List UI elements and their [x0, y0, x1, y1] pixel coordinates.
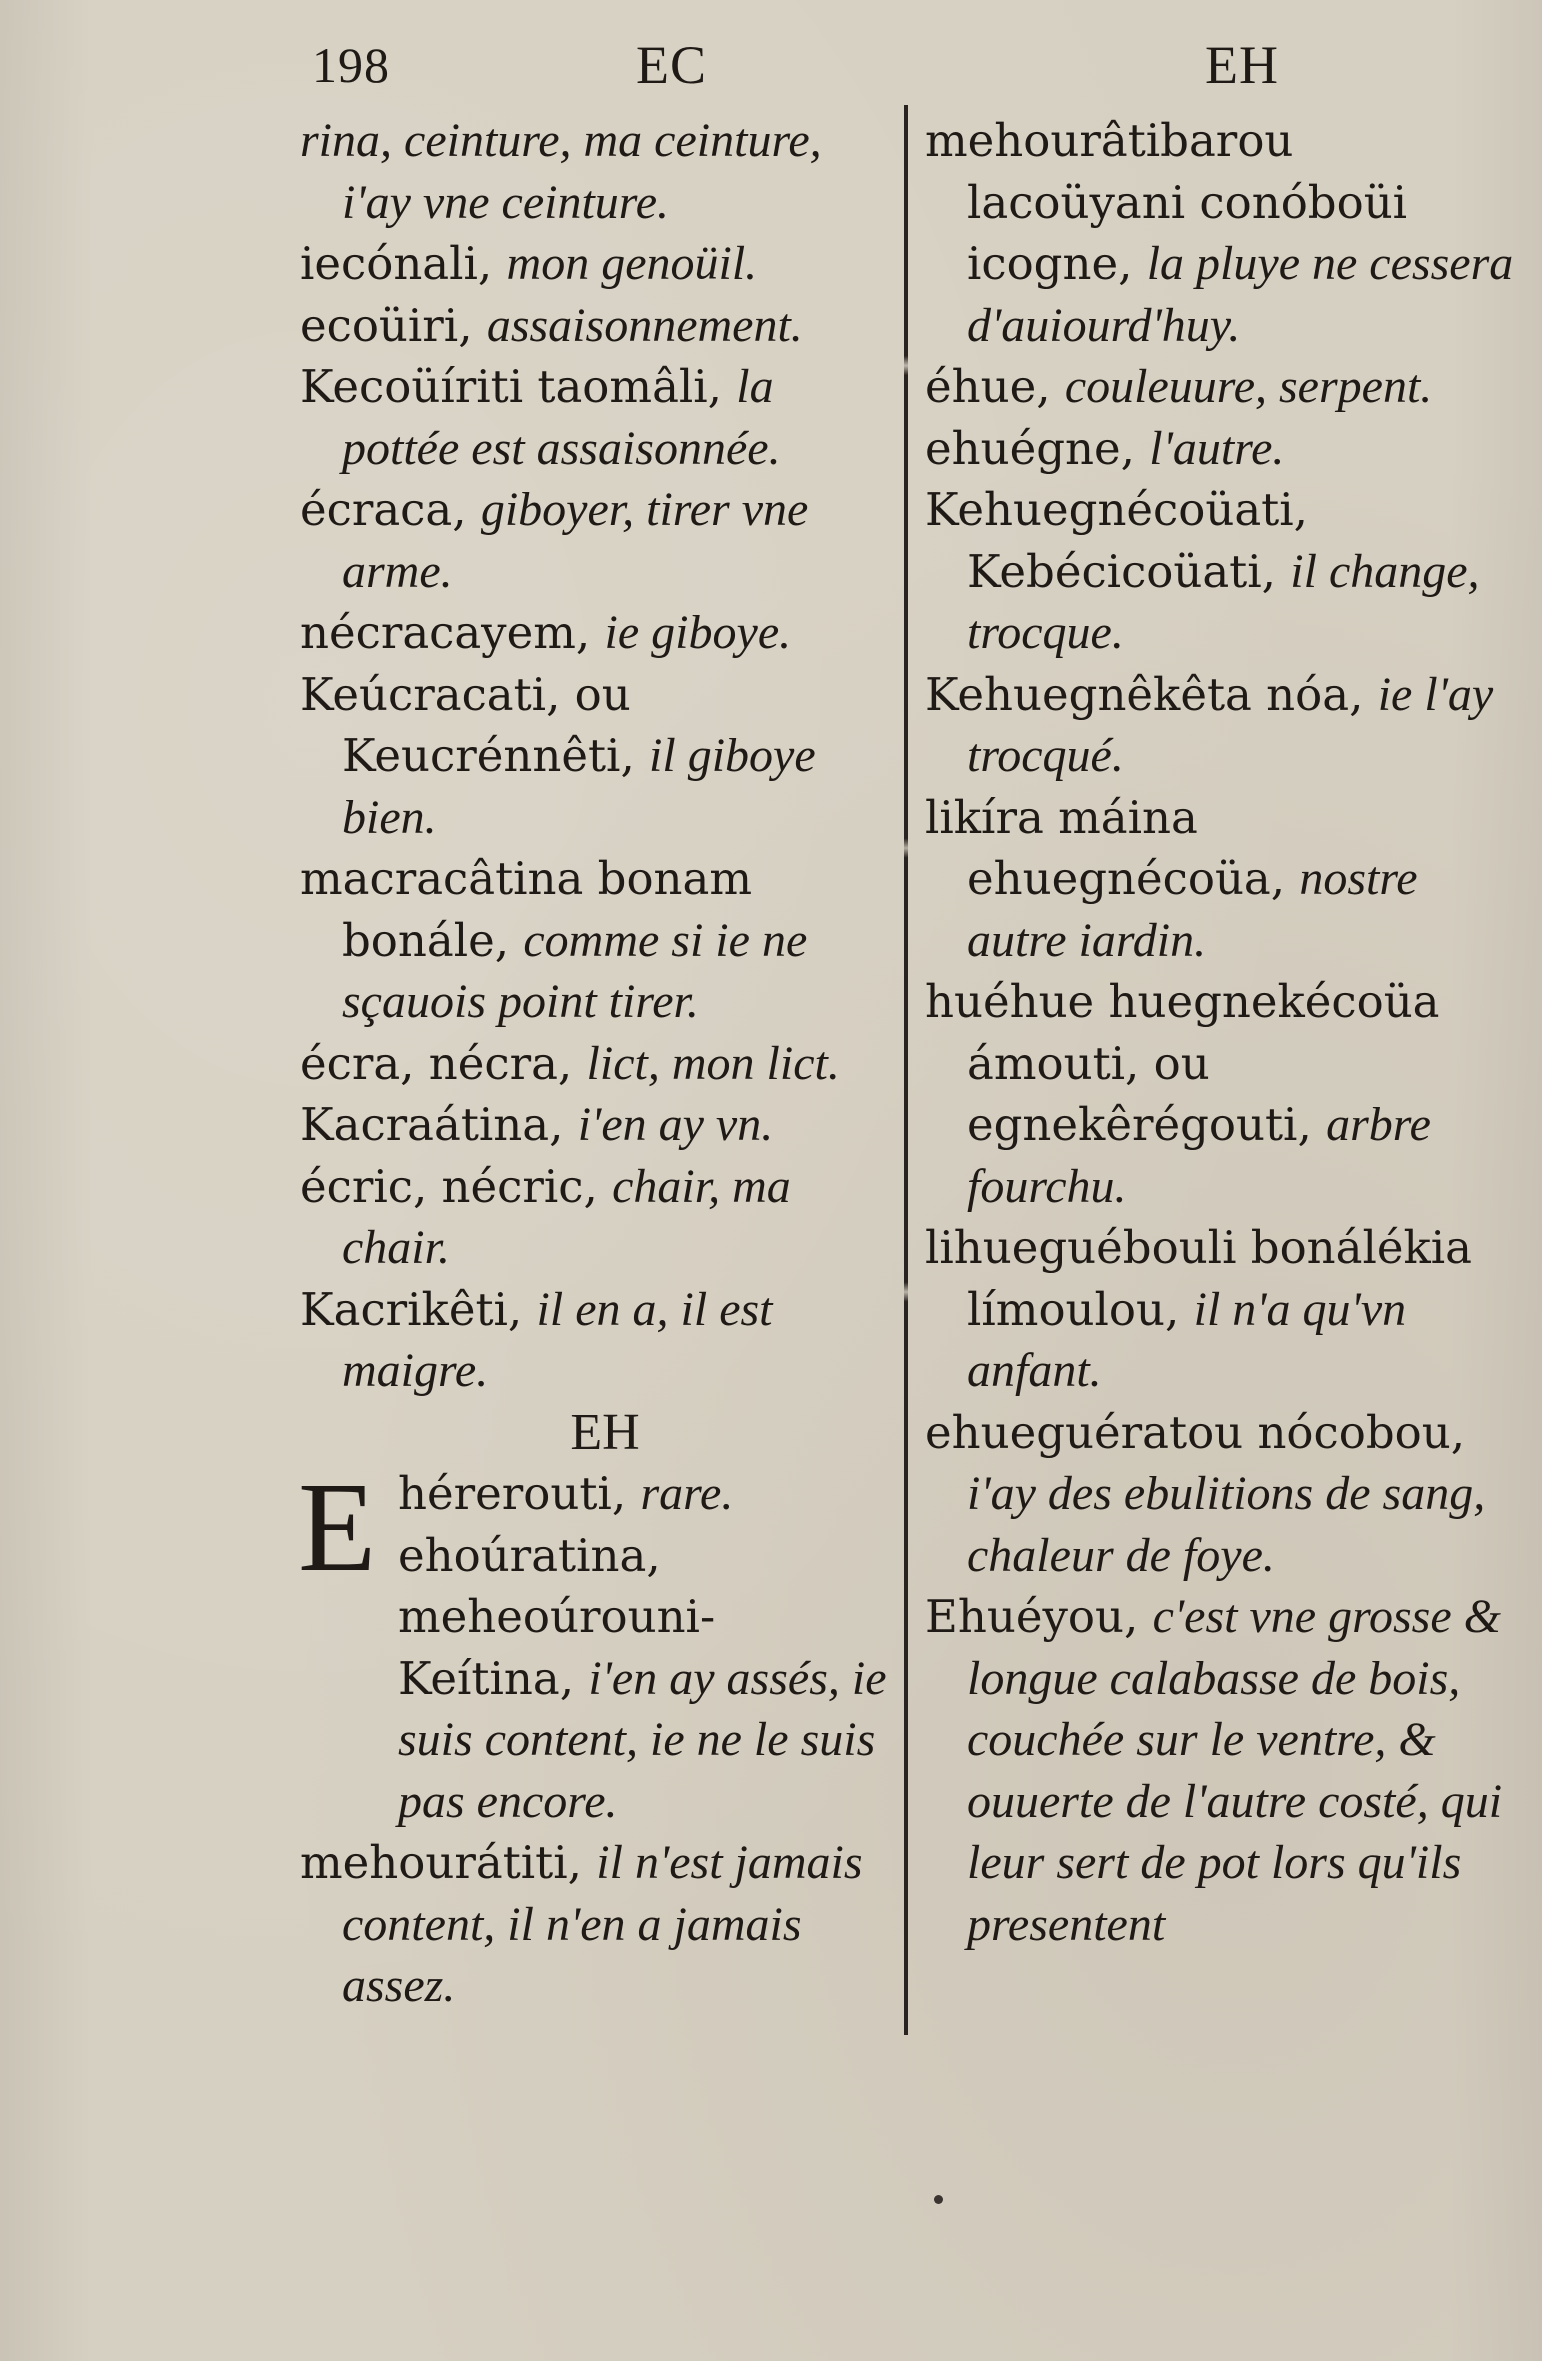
left-column-heading: EC [636, 35, 708, 95]
entry-gloss: giboyer, tirer vne arme. [342, 483, 809, 598]
entry-gloss: rina, ceinture, ma ceinture, i'ay vne ceinture. [300, 114, 822, 229]
entry-gloss: rare. [640, 1467, 734, 1520]
entry-headword: huéhue huegnekécoüa ámouti, ou egnekêrégouti, [925, 975, 1440, 1151]
dictionary-entry [925, 479, 1525, 664]
entry-headword: ecoüiri, [300, 298, 487, 352]
entry-gloss: ie giboye. [604, 606, 792, 659]
section-heading: EH [570, 1403, 640, 1461]
entry-headword: écric, nécric, [300, 1159, 613, 1213]
entry-headword: écra, nécra, [300, 1036, 587, 1090]
entry-headword: mehourâtibarou lacoüyani conóboüi icogne, [925, 114, 1408, 290]
entry-gloss: i'en ay vn. [577, 1098, 774, 1151]
entry-headword: hérerouti, [398, 1467, 641, 1520]
entry-headword: Kacrikêti, [300, 1282, 537, 1336]
entry-gloss: i'ay des ebulitions de sang, chaleur de foye. [967, 1467, 1486, 1582]
ink-speck [934, 2195, 943, 2204]
entry-gloss: lict, mon lict. [586, 1036, 840, 1090]
dictionary-entry [300, 848, 890, 1033]
entry-gloss: il en a, il est maigre. [342, 1282, 773, 1397]
entry-headword: ehueguératou nócobou, [925, 1405, 1465, 1459]
entry-headword: ehuégne, [925, 421, 1150, 475]
drop-cap-letter: E [298, 1456, 377, 1598]
dictionary-entry [300, 1156, 890, 1279]
entry-gloss: mon genoüil. [506, 237, 758, 290]
dictionary-entry [300, 1033, 890, 1095]
column-divider-rule [904, 105, 908, 2035]
dictionary-entry [925, 356, 1525, 418]
dictionary-entry [300, 1094, 890, 1156]
entry-gloss: couleuure, serpent. [1064, 360, 1433, 413]
dictionary-entry [925, 110, 1525, 356]
dictionary-entry [300, 479, 890, 602]
entry-gloss: l'autre. [1149, 421, 1285, 475]
dictionary-entry [925, 1586, 1525, 1955]
entry-gloss: la pluye ne cessera d'auiourd'huy. [967, 237, 1514, 352]
entry-headword: iecónali, [300, 237, 507, 290]
right-column-heading: EH [1205, 35, 1279, 95]
entry-headword: lihueguébouli bonálékia límoulou, [925, 1221, 1472, 1336]
entry-headword: Kehuegnêkêta nóa, [925, 667, 1378, 721]
entry-gloss: chair, ma chair. [342, 1159, 791, 1274]
entry-headword: Keúcracati, ou Keucrénnêti, [300, 667, 650, 782]
dictionary-entry [300, 356, 890, 479]
dictionary-entry [300, 110, 890, 233]
entry-headword: macracâtina bonam bonále, [300, 852, 753, 967]
entry-gloss: comme si ie ne sçauois point tirer. [342, 913, 808, 1028]
entry-headword: mehourátiti, [300, 1836, 597, 1889]
entry-headword: écraca, [300, 483, 481, 536]
entry-gloss: il n'a qu'vn anfant. [967, 1282, 1407, 1397]
dictionary-entry [300, 664, 890, 849]
dictionary-entry [925, 971, 1525, 1217]
running-header [0, 30, 1542, 100]
dictionary-entry [300, 295, 890, 357]
dropcap-entry [298, 1456, 890, 1832]
entry-gloss: il change, trocque. [967, 544, 1480, 659]
dictionary-entry [300, 602, 890, 664]
entry-headword: Kecoüíriti taomâli, [300, 360, 737, 413]
entry-gloss: il n'est jamais content, il n'en a jamais assez. [342, 1836, 863, 2012]
dictionary-entry [925, 664, 1525, 787]
entry-gloss: la pottée est assaisonnée. [342, 360, 781, 475]
dictionary-entry [925, 418, 1525, 480]
entry-headword: Ehuéyou, [925, 1590, 1153, 1643]
entry-gloss: il giboye bien. [342, 729, 816, 844]
entry-headword: nécracayem, [300, 606, 605, 659]
dictionary-entry [925, 1402, 1525, 1587]
entry-headword: Kehuegnécoüati, Kebécicoüati, [925, 483, 1308, 598]
entry-gloss: ie l'ay trocqué. [967, 667, 1494, 782]
left-column [300, 110, 890, 2017]
dictionary-entry [925, 1217, 1525, 1402]
dictionary-entry [300, 1279, 890, 1402]
entry-headword: éhue, [925, 360, 1065, 413]
dictionary-entry [300, 233, 890, 295]
entry-headword: Kacraátina, [300, 1098, 578, 1151]
entry-gloss: assaisonnement. [486, 298, 803, 352]
entry-headword: likíra máina ehuegnécoüa, [925, 790, 1300, 905]
entry-gloss: i'en ay assés, ie suis content, ie ne le suis pas encore. [398, 1651, 887, 1828]
entry-gloss: arbre fourchu. [967, 1098, 1431, 1213]
entry-gloss: c'est vne grosse & longue calabasse de bois, couchée sur le ventre, & ouuerte de l'autre costé, qui leur sert de pot lors qu'ils presentent [967, 1590, 1503, 1951]
dictionary-entry [925, 787, 1525, 972]
entry-headword: ehoúratina, meheoúrouni-Keítina, [398, 1528, 716, 1705]
right-column [925, 110, 1525, 1955]
page-number: 198 [312, 37, 390, 93]
entry-gloss: nostre autre iardin. [967, 852, 1418, 967]
dictionary-entry [300, 1832, 890, 2017]
